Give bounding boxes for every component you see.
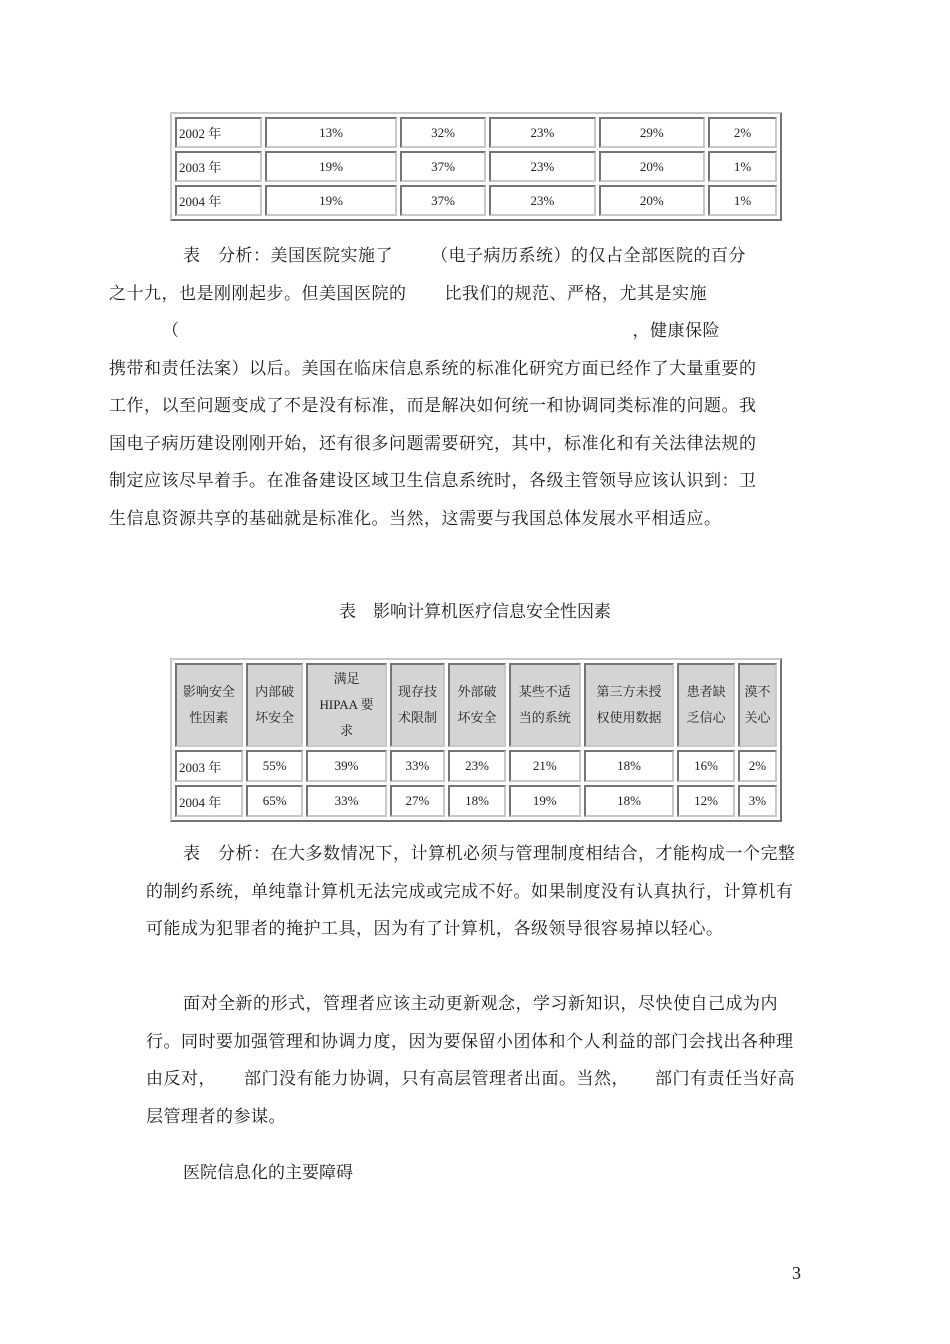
- header-line: 术限制: [397, 710, 437, 725]
- column-header: [306, 663, 386, 747]
- value-cell: 18%: [448, 785, 506, 817]
- value-cell: 32%: [400, 117, 486, 148]
- table-caption: 表 影响计算机医疗信息安全性因素: [339, 602, 611, 622]
- header-line: 乏信心: [686, 710, 726, 725]
- column-header: [246, 663, 304, 747]
- column-header: [677, 663, 735, 747]
- header-line: 内部破: [255, 684, 295, 699]
- value-cell: 37%: [400, 151, 486, 182]
- value-cell: 3%: [738, 785, 777, 817]
- header-line: HIPAA 要: [319, 697, 374, 712]
- value-cell: 23%: [489, 117, 595, 148]
- value-cell: 18%: [584, 750, 675, 782]
- header-line: 坏安全: [457, 710, 497, 725]
- value-cell: 23%: [448, 750, 506, 782]
- header-row: [175, 663, 777, 747]
- page-number: 3: [792, 1263, 801, 1283]
- value-cell: 23%: [489, 185, 595, 216]
- value-cell: 2%: [708, 117, 777, 148]
- header-line: 患者缺: [686, 684, 726, 699]
- value-cell: 16%: [677, 750, 735, 782]
- section-heading: 医院信息化的主要障碍: [183, 1163, 353, 1183]
- value-cell: 20%: [599, 185, 705, 216]
- value-cell: 29%: [599, 117, 705, 148]
- value-cell: 65%: [246, 785, 304, 817]
- column-header: [509, 663, 581, 747]
- table-row: [175, 117, 777, 148]
- value-cell: 37%: [400, 185, 486, 216]
- value-cell: 27%: [390, 785, 446, 817]
- value-cell: 21%: [509, 750, 581, 782]
- year-cell: 2004 年: [175, 785, 243, 817]
- year-cell: 2003 年: [175, 151, 262, 182]
- header-line: 漠不: [744, 684, 771, 699]
- column-header: [738, 663, 777, 747]
- value-cell: 18%: [584, 785, 675, 817]
- header-line: 满足: [333, 671, 360, 686]
- analysis-paragraph-1: 表 分析：美国医院实施了 （电子病历系统）的仅占全部医院的百分 之十九，也是刚刚起步。但美国医院的 比我们的规范、严格，尤其是实施 （ ，健康保险 携带和责任法案）以后。美国在临床信息系统的标准化研究方面已经作了大量重要的工作，以至问题变成了不是没有标准，而是解决如何统一和协调同类标准的问题。我国电子病历建设刚刚开始，还有很多问题需要研究，其中，标准化和有关法律法规的制定应该尽早着手。在准备建设区域卫生信息系统时，各级主管领导应该认识到：卫生信息资源共享的基础就是标准化。当然，这需要与我国总体发展水平相适应。: [109, 246, 757, 529]
- header-line: 权使用数据: [596, 710, 662, 725]
- header-line: 求: [340, 723, 354, 738]
- value-cell: 39%: [306, 750, 386, 782]
- table-row: [175, 785, 777, 817]
- value-cell: 12%: [677, 785, 735, 817]
- value-cell: 33%: [306, 785, 386, 817]
- header-line: 影响安全: [182, 684, 235, 699]
- header-line: 关心: [744, 710, 771, 725]
- value-cell: 19%: [265, 185, 397, 216]
- table-row: [175, 151, 777, 182]
- value-cell: 2%: [738, 750, 777, 782]
- value-cell: 23%: [489, 151, 595, 182]
- analysis-paragraph-2: 表 分析：在大多数情况下，计算机必须与管理制度相结合，才能构成一个完整的制约系统，单纯靠计算机无法完成或完成不好。如果制度没有认真执行，计算机有可能成为犯罪者的掩护工具，因为有了计算机，各级领导很容易掉以轻心。: [146, 844, 796, 939]
- management-paragraph: 面对全新的形式，管理者应该主动更新观念，学习新知识，尽快使自己成为内行。同时要加强管理和协调力度，因为要保留小团体和个人利益的部门会找出各种理由反对， 部门没有能力协调，只有高层管理者出面。当然， 部门有责任当好高层管理者的参谋。: [146, 994, 795, 1127]
- value-cell: 1%: [708, 185, 777, 216]
- year-cell: 2004 年: [175, 185, 262, 216]
- value-cell: 33%: [390, 750, 446, 782]
- column-header: [390, 663, 446, 747]
- year-cell: 2003 年: [175, 750, 243, 782]
- value-cell: 19%: [265, 151, 397, 182]
- value-cell: 1%: [708, 151, 777, 182]
- header-line: 性因素: [189, 710, 229, 725]
- security-factors-table: [170, 658, 782, 822]
- column-header: [448, 663, 506, 747]
- value-cell: 55%: [246, 750, 304, 782]
- header-line: 外部破: [457, 684, 497, 699]
- column-header: [584, 663, 675, 747]
- value-cell: 13%: [265, 117, 397, 148]
- header-line: 某些不适: [518, 684, 571, 699]
- header-line: 当的系统: [518, 710, 571, 725]
- table-row: [175, 750, 777, 782]
- value-cell: 20%: [599, 151, 705, 182]
- header-line: 坏安全: [255, 710, 295, 725]
- adoption-table: [170, 112, 782, 221]
- column-header: [175, 663, 243, 747]
- value-cell: 19%: [509, 785, 581, 817]
- header-line: 现存技: [397, 684, 437, 699]
- table-row: [175, 185, 777, 216]
- year-cell: 2002 年: [175, 117, 262, 148]
- header-line: 第三方未授: [596, 684, 662, 699]
